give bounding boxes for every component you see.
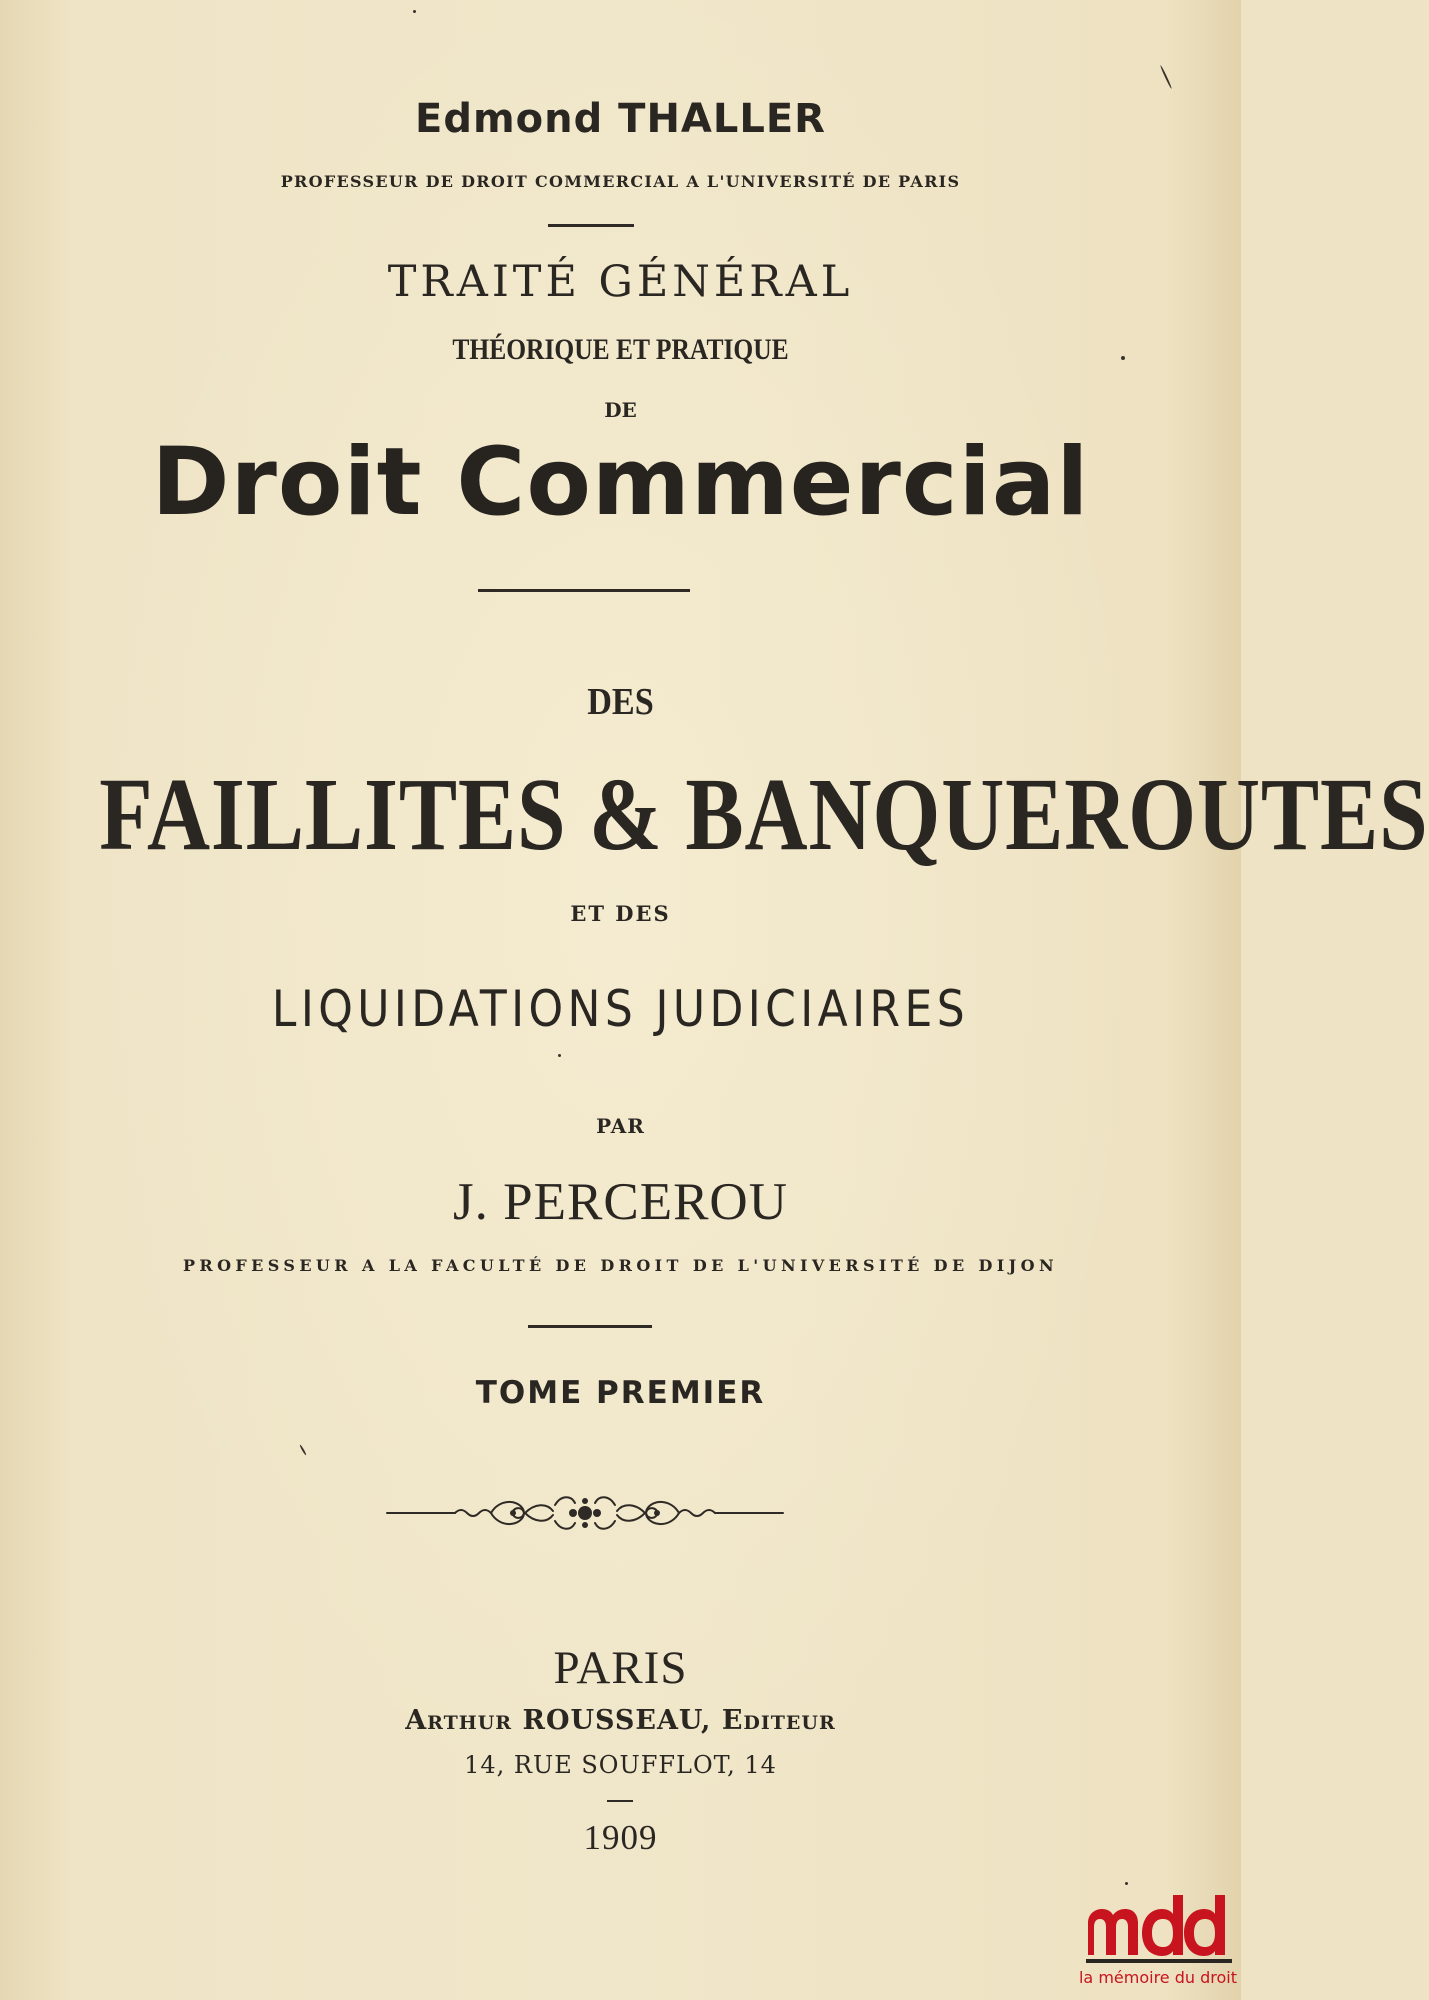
ornament-divider xyxy=(385,1483,785,1543)
mdd-logo-mark xyxy=(1084,1893,1234,1963)
volume-label: TOME PREMIER xyxy=(475,1375,766,1411)
series-title: TRAITÉ GÉNÉRAL xyxy=(387,257,854,307)
publisher-role: Editeur xyxy=(721,1705,836,1736)
paper-mark xyxy=(1160,65,1173,89)
divider-rule xyxy=(548,224,634,227)
co-author-name: J. PERCEROU xyxy=(453,1173,788,1231)
publisher-name: ROUSSEAU xyxy=(522,1705,702,1736)
by-line: PAR xyxy=(596,1114,645,1138)
series-connector: DE xyxy=(604,398,637,422)
imprint-year: 1909 xyxy=(583,1818,658,1857)
main-title: Droit Commercial xyxy=(151,428,1090,537)
subtitle-connector: ET DES xyxy=(570,901,671,926)
paper-speck xyxy=(1125,1882,1128,1885)
co-author-title: PROFESSEUR A LA FACULTÉ DE DROIT DE L'UNIVERSITÉ DE DIJON xyxy=(182,1256,1059,1275)
book-title: FAILLITES & BANQUEROUTES xyxy=(99,757,1429,872)
paper-speck xyxy=(1121,356,1125,360)
divider-rule xyxy=(478,589,690,592)
author-title: PROFESSEUR DE DROIT COMMERCIAL A L'UNIVERSITÉ DE PARIS xyxy=(280,172,961,191)
series-subtitle: THÉORIQUE ET PRATIQUE xyxy=(452,333,789,366)
paper-speck xyxy=(413,10,416,13)
book-subtitle: LIQUIDATIONS JUDICIAIRES xyxy=(271,980,970,1038)
paper-mark xyxy=(299,1444,307,1455)
author-name: Edmond THALLER xyxy=(415,96,826,142)
imprint-city: PARIS xyxy=(553,1642,688,1694)
publisher-first-name: Arthur xyxy=(405,1705,513,1736)
logo-tagline: la mémoire du droit xyxy=(1078,1968,1237,1987)
divider-rule xyxy=(528,1325,652,1328)
mdd-logo xyxy=(1078,1893,1238,1998)
divider-rule xyxy=(607,1800,633,1802)
imprint-publisher: Arthur ROUSSEAU, Editeur xyxy=(405,1705,836,1736)
subtitle-prefix: DES xyxy=(587,681,654,723)
imprint-address: 14, RUE SOUFFLOT, 14 xyxy=(464,1751,777,1779)
paper-speck xyxy=(558,1054,561,1057)
